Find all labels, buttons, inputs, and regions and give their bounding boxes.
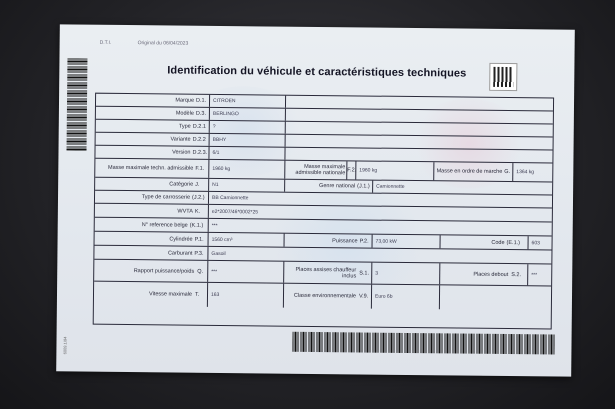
label-wvta: WVTA (177, 208, 193, 215)
value-masse-ordre: 1364 kg (516, 169, 535, 176)
value-genre: Camionnette (376, 183, 405, 190)
code-masse-max-nat: F.2. (347, 167, 357, 174)
label-variante: Variante (170, 136, 191, 143)
label-masse-ordre: Masse en ordre de marche (436, 168, 503, 175)
code-genre: (J.1.) (357, 183, 370, 190)
code-marque: D.1. (196, 97, 207, 104)
value-marque: CITROEN (213, 97, 236, 105)
label-cylindree: Cylindrée (169, 235, 193, 243)
code-classe-env: V.9. (358, 293, 369, 300)
value-rapport: *** (211, 268, 218, 275)
value-version: 6/1 (212, 149, 220, 156)
value-code-e1: 603 (531, 239, 540, 246)
label-puissance: Puissance (332, 237, 358, 244)
label-places-debout: Places debout (473, 271, 509, 278)
value-variante: BBHY (212, 136, 227, 144)
code-version: D.2.3. (192, 149, 208, 156)
table-row (94, 282, 551, 311)
label-type: Type (178, 123, 191, 130)
label-masse-max-tech: Masse maximale techn. admissible (108, 164, 194, 172)
code-ref-belge: (K.1.) (189, 222, 204, 229)
code-vitesse: T. (194, 291, 200, 298)
code-wvta: K. (194, 208, 201, 215)
label-carburant: Carburant (167, 249, 193, 257)
side-code: 6009.1/94 (62, 336, 68, 355)
label-rapport: Rapport puissance/poids (133, 267, 195, 275)
code-places-debout: S.2. (511, 271, 522, 278)
code-categorie: J. (195, 181, 200, 188)
value-classe-env: Euro 6b (374, 293, 393, 300)
label-carrosserie: Type de carrosserie (141, 194, 191, 201)
code-type: D.2.1 (192, 123, 206, 130)
document-code: D.T.I. (99, 39, 112, 46)
value-carrosserie: BB Camionnette (211, 194, 249, 202)
code-places-assises: S.1. (359, 269, 370, 277)
value-carburant: Gasoil (211, 250, 226, 257)
label-marque: Marque (175, 97, 195, 104)
vehicle-document (56, 24, 575, 376)
code-carrosserie: (J.2.) (191, 194, 205, 201)
value-modele: BERLINGO (212, 110, 239, 118)
label-vitesse: Vitesse maximale (148, 291, 193, 298)
code-puissance: P.2. (359, 237, 369, 245)
code-rapport: Q. (197, 268, 204, 275)
value-type: ? (212, 123, 216, 130)
value-masse-max-tech: 1960 kg (212, 165, 231, 173)
label-places-assises: Places assises chauffeur inclus (295, 266, 357, 279)
code-masse-ordre: G. (504, 168, 511, 176)
label-classe-env: Classe environnementale (293, 292, 357, 300)
code-carburant: P.3. (194, 250, 204, 257)
code-masse-max-tech: F.1. (195, 165, 205, 172)
horizontal-barcode (292, 332, 554, 355)
document-date: Original du 06/04/2023 (137, 40, 189, 47)
label-categorie: Catégorie (169, 181, 194, 188)
value-masse-max-nat: 1960 kg (359, 167, 378, 174)
value-cylindree: 1560 cm³ (211, 236, 233, 243)
label-ref-belge: N° reference belge (141, 221, 188, 229)
label-modele: Modèle (175, 110, 194, 117)
technical-table (93, 93, 554, 330)
label-masse-max-nat: Masse maximale admissible nationale (295, 163, 346, 177)
code-modele: D.3. (195, 110, 207, 117)
value-places-debout: *** (531, 271, 538, 278)
document-title: Identification du véhicule et caractéristiques techniques (167, 64, 467, 80)
code-variante: D.2.2 (192, 136, 206, 143)
value-vitesse: 163 (210, 291, 220, 298)
value-categorie: N1 (212, 181, 219, 188)
label-code-e1: Code (491, 239, 505, 246)
code-cylindree: P.1. (194, 236, 204, 243)
value-wvta: e2*2007/46*0002*25 (211, 208, 259, 215)
value-places-assises: 3 (375, 270, 379, 277)
label-version: Version (172, 149, 191, 156)
label-genre: Genre national (319, 183, 356, 190)
value-puissance: 73,00 kW (375, 238, 397, 245)
value-ref-belge: *** (211, 222, 218, 229)
code-code-e1: (E.1.) (506, 239, 521, 246)
